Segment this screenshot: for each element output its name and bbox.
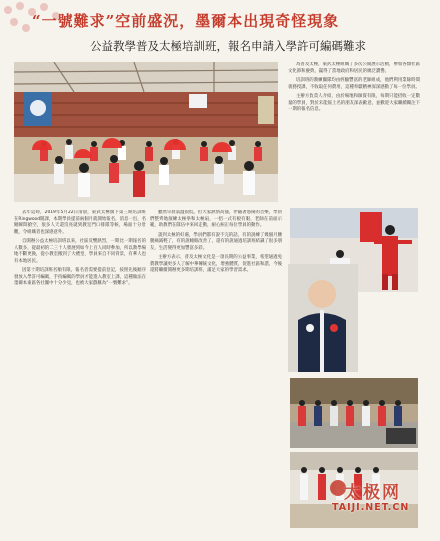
text-column-1 — [14, 210, 146, 535]
paragraph: 主辦方表示，普及太極文化是一項長期的公益事業，希望通過免費教學讓更多人了解中華傳統文化，增強體質，促進社區和諧，今後還將繼續開辦更多期培訓班，滿足大家的學習需求。 — [150, 255, 282, 273]
article-headline: “一號難求”空前盛況，墨爾本出現奇怪現象 — [32, 12, 340, 30]
photo-outdoor-group — [290, 378, 418, 448]
photo-instructor-portrait — [288, 264, 358, 372]
watermark-en: TAIJI.NET.CN — [332, 502, 410, 513]
paragraph: 去年這時，2019年5月22日清晨，東武太極旗下第三期培訓班在Ringwood開課，本期學員提前兩個月就開始報名，消息一出，名額瞬間搶空，很多人天還沒亮就到教室門口排隊等候，場面十分壯觀，令組織者也深感意外。 — [14, 210, 146, 235]
text-column-3 — [288, 62, 420, 202]
main-photo-class — [14, 62, 278, 202]
article-subheading: 公益教學普及太極培訓班，報名申請入學許可編碼難求 — [90, 39, 366, 53]
paragraph: 自開辦公益太極培訓班以來，社區反響熱烈，一期比一期報名的人數多，從最初的二三十人發展到如今上百人同時參加，所以教學場地不斷更換，從小教室搬到了大禮堂，學員來自不同背景，有華人也有本地居民。 — [14, 239, 146, 264]
paragraph: 因第十期培訓班名額有限，報名者需要提前登記，按照先後順序發放入學許可編碼，手持編碼的學員才能進入教室上課，這種做法在墨爾本東區各社團中十分少見，也被大家戲稱為“一號難求”。 — [14, 268, 146, 286]
paragraph: 培訓班的教練團隊均由經驗豐富的老師組成，他們利用業餘時間義務授課，不收取任何費用，這種奉獻精神深深感動了每一位學員。 — [288, 78, 420, 90]
text-column-2 — [150, 210, 282, 535]
gymnasium-class-illustration — [14, 62, 278, 202]
paragraph: 主辦方負責人介紹，由於場地和師資有限，每期只能招收一定數量的學員，對於未能報上名的朋友深表歉意，並歡迎大家繼續關注下一期的報名信息。 — [288, 94, 420, 112]
paragraph: 為普及太極，東武太極組織了多次公開展示活動，參加各類社區文化節和慶典，贏得了當地政府和居民的廣泛讚譽。 — [288, 62, 420, 74]
paragraph: 雖然早晨氣溫很低，但大家熱情高漲，伴隨著悠揚的音樂，學員們整齊地演練太極拳和太極扇，一招一式有板有眼，老師在前面示範，助教們在隊伍中來回走動，耐心糾正每位學員的動作。 — [150, 210, 282, 228]
watermark-cn: 太极网 — [344, 483, 401, 503]
site-watermark — [330, 474, 438, 520]
paragraph: 談到太極的好處，學員們都有說不完的話，有的說練了幾個月腰腿痛減輕了，有的說睡眠改善了，還有的說通過培訓班結識了很多朋友，生活變得更加豐富多彩。 — [150, 232, 282, 251]
